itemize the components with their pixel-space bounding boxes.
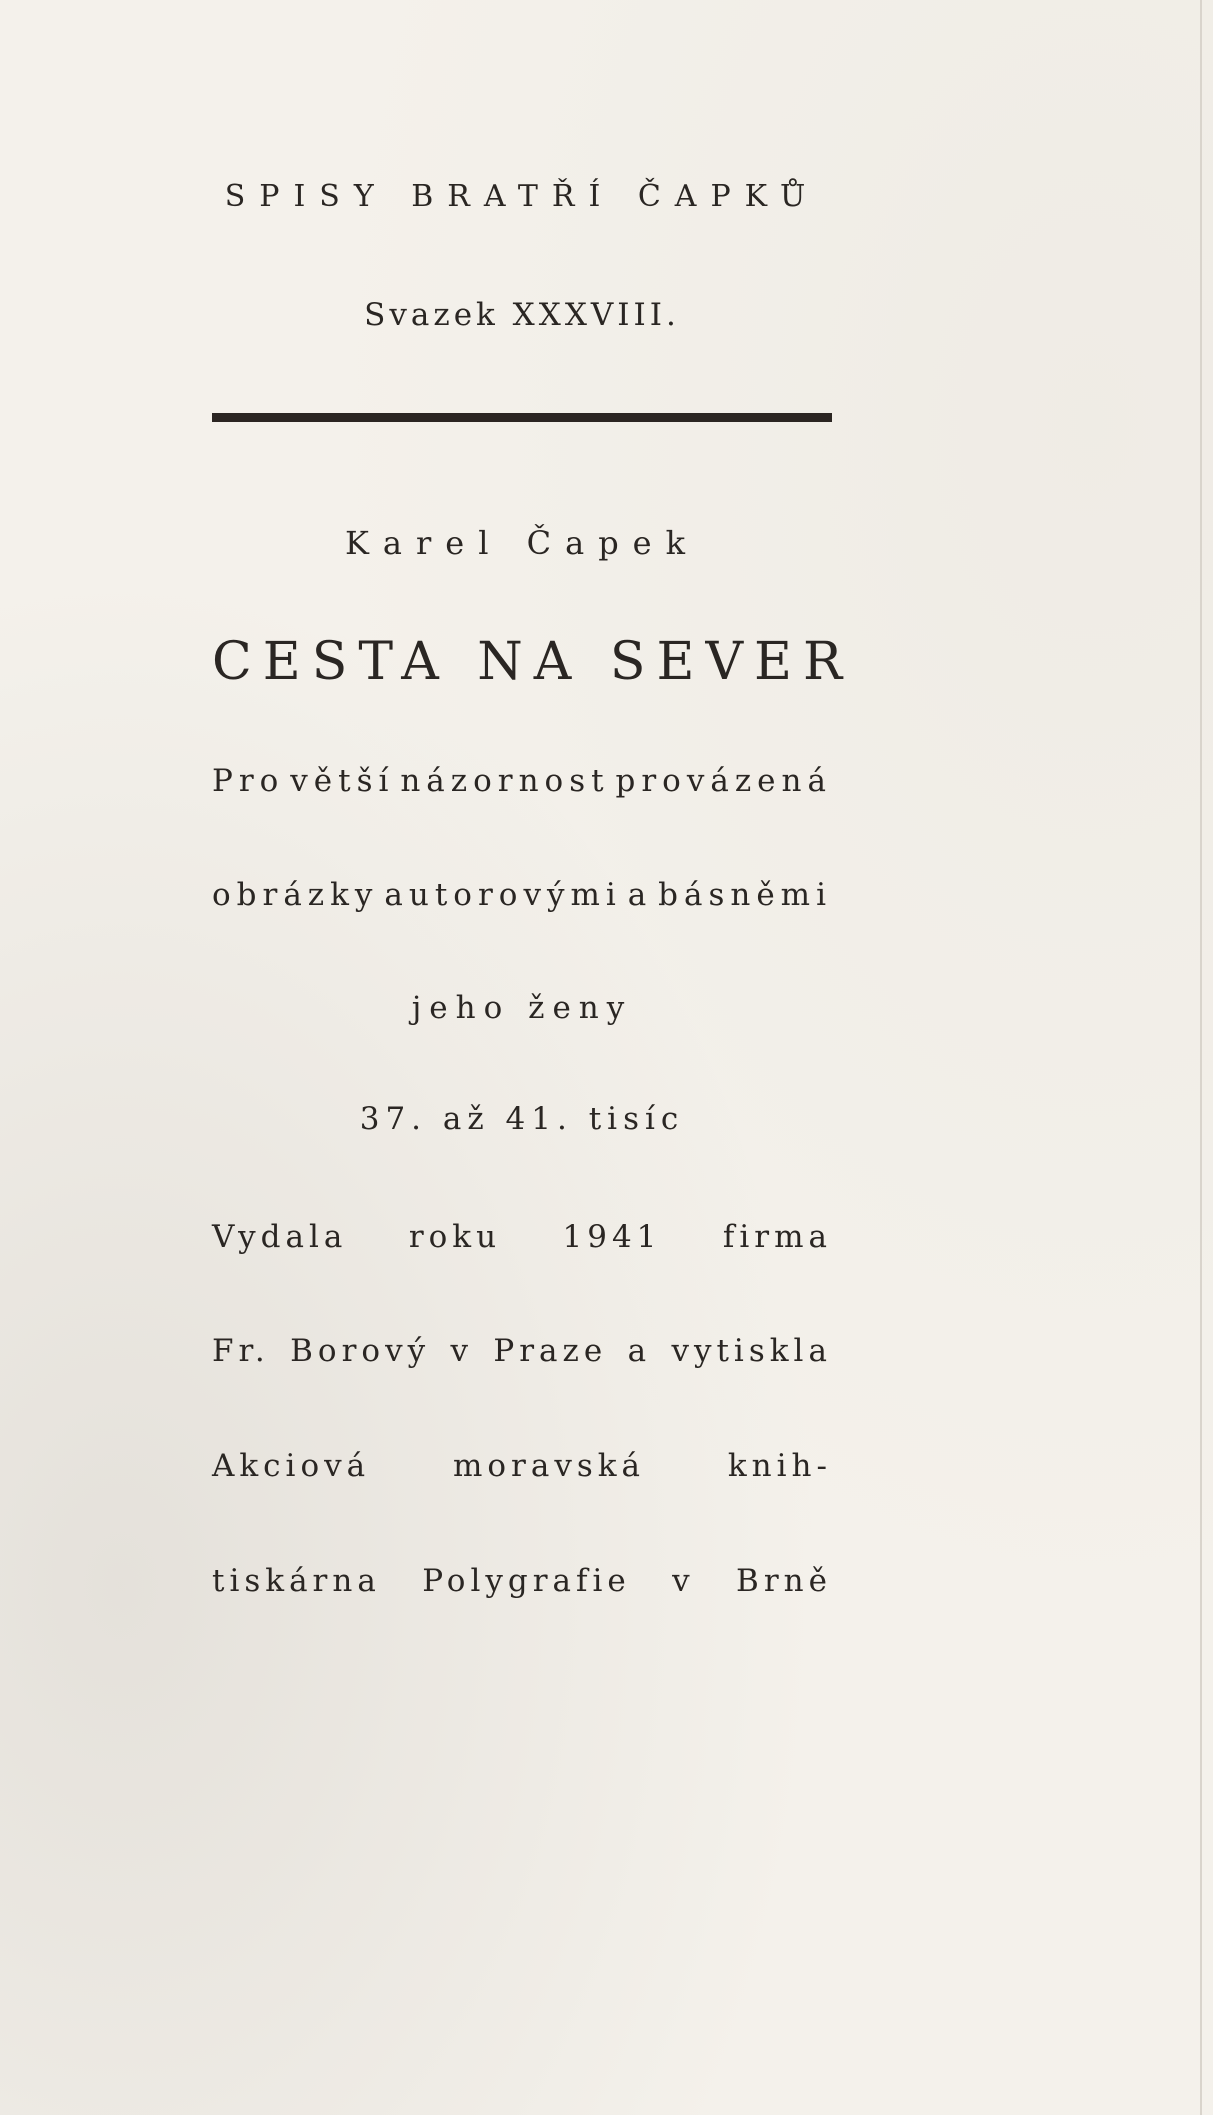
imprint-line-3 xyxy=(212,1448,832,1484)
imprint-word: Borový xyxy=(290,1333,431,1369)
subtitle-word: a xyxy=(627,877,653,913)
subtitle-word: provázená xyxy=(615,763,832,799)
imprint-word: vytiskla xyxy=(671,1333,832,1369)
imprint-line-1 xyxy=(212,1219,832,1255)
subtitle-word: autorovými xyxy=(384,877,622,913)
imprint-word: Akciová xyxy=(212,1448,371,1484)
imprint-word: Brně xyxy=(736,1563,832,1599)
imprint-word: roku xyxy=(408,1219,502,1255)
imprint-word: Polygrafie xyxy=(422,1563,631,1599)
volume-number: Svazek XXXVIII. xyxy=(364,297,680,333)
imprint-line-2 xyxy=(212,1333,832,1369)
subtitle-word: Pro xyxy=(212,763,285,799)
imprint-word: Fr. xyxy=(212,1333,270,1369)
imprint-word: v xyxy=(672,1563,695,1599)
imprint-word: Vydala xyxy=(212,1219,348,1255)
divider-rule xyxy=(212,413,832,422)
edition-info: 37. až 41. tisíc xyxy=(359,1101,685,1137)
imprint-line-4 xyxy=(212,1563,832,1599)
subtitle-word: názornost xyxy=(400,763,610,799)
series-name: SPISY BRATŘÍ ČAPKŮ xyxy=(224,179,820,214)
imprint-word: a xyxy=(627,1333,652,1369)
book-title: CESTA NA SEVER xyxy=(212,632,854,692)
imprint-word: tiskárna xyxy=(212,1563,381,1599)
imprint-word: moravská xyxy=(452,1448,646,1484)
subtitle-line-3: jeho ženy xyxy=(411,990,633,1026)
imprint-word: v xyxy=(450,1333,473,1369)
subtitle-word: básněmi xyxy=(658,877,832,913)
imprint-word: 1941 xyxy=(562,1219,662,1255)
subtitle-word: větší xyxy=(290,763,395,799)
subtitle-word: obrázky xyxy=(212,877,379,913)
subtitle-line-1 xyxy=(212,763,832,799)
imprint-word: knih- xyxy=(727,1448,832,1484)
page-edge xyxy=(1200,0,1202,2115)
imprint-word: Praze xyxy=(493,1333,608,1369)
subtitle-line-2 xyxy=(212,877,832,913)
imprint-word: firma xyxy=(722,1219,832,1255)
author-name: Karel Čapek xyxy=(345,524,699,562)
